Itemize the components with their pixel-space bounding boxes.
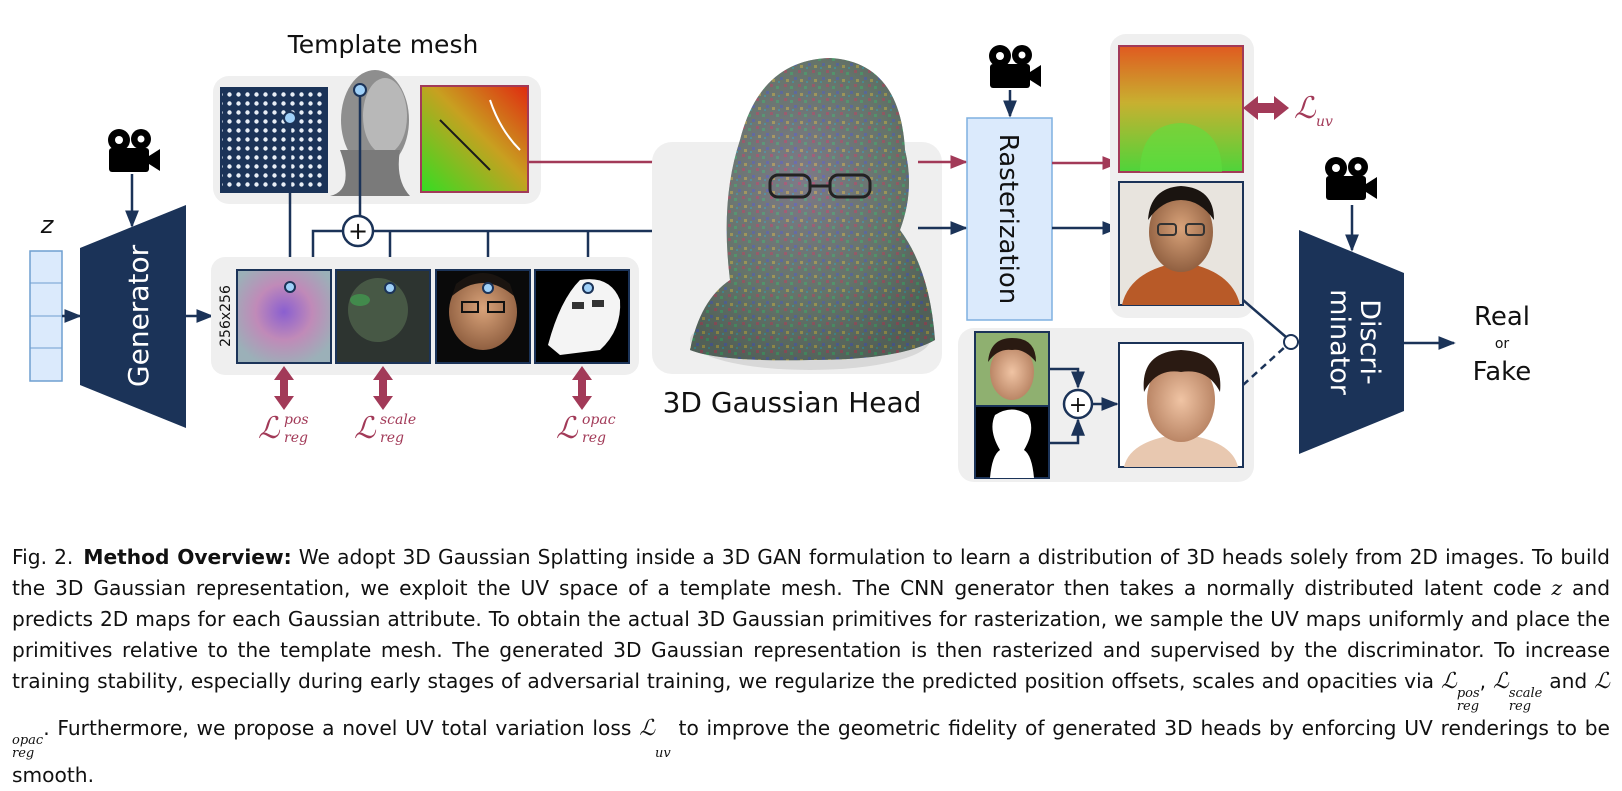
generator-label: Generator bbox=[122, 244, 155, 388]
opacity-sample-point bbox=[583, 283, 593, 293]
resolution-label: 256x256 bbox=[218, 285, 234, 347]
real-sum-node-symbol: + bbox=[1068, 393, 1088, 418]
latent-code-vector bbox=[30, 251, 62, 381]
caption-loss-opac: ℒ opac reg bbox=[12, 669, 1610, 761]
svg-text:ℒ: ℒ bbox=[556, 411, 578, 446]
rgb-rendering-image bbox=[1119, 182, 1243, 305]
camera-icon bbox=[108, 129, 160, 172]
pos-reg-loss-label bbox=[258, 411, 309, 446]
uv-coordinate-map-image bbox=[421, 86, 528, 192]
gaussian-head-label: 3D Gaussian Head bbox=[662, 386, 922, 419]
opac-reg-loss-label bbox=[556, 411, 616, 446]
svg-text:uv: uv bbox=[1316, 114, 1333, 130]
output-fake-label: Fake bbox=[1472, 357, 1532, 387]
scale-map-image bbox=[336, 270, 430, 363]
svg-text:ℒ: ℒ bbox=[354, 411, 376, 446]
discriminator-label-line1: Discri- bbox=[1354, 299, 1385, 385]
caption-text-part3: . Furthermore, we propose a novel UV total variation loss bbox=[43, 716, 632, 740]
real-face-mask-thumbnail bbox=[975, 406, 1049, 478]
raster-camera-icon bbox=[989, 45, 1041, 88]
color-map-image bbox=[436, 270, 530, 363]
svg-text:reg: reg bbox=[380, 430, 404, 446]
caption-and: and bbox=[1549, 669, 1588, 693]
output-or-label: or bbox=[1494, 336, 1510, 352]
position-sample-point bbox=[285, 282, 295, 292]
caption-heading: Method Overview: bbox=[83, 545, 292, 569]
caption-text-part1: We adopt 3D Gaussian Splatting inside a 3D GAN formulation to learn a distribution of 3D heads solely from 2D images. To build the 3D Gaussian representation, we exploit the UV space of a template mesh. The CNN generator then takes a normally distributed latent code bbox=[12, 545, 1610, 600]
svg-text:pos: pos bbox=[284, 412, 309, 428]
masked-real-image bbox=[1119, 343, 1243, 467]
rgb-to-switch-line bbox=[1243, 300, 1286, 337]
svg-text:reg: reg bbox=[284, 430, 308, 446]
svg-text:reg: reg bbox=[582, 430, 606, 446]
uv-rendering-image bbox=[1119, 46, 1243, 172]
figure-caption bbox=[12, 542, 1610, 791]
caption-label: Fig. 2. bbox=[12, 545, 74, 569]
grid-sample-point bbox=[284, 112, 296, 124]
svg-text:scale: scale bbox=[380, 412, 417, 428]
switch-node bbox=[1284, 335, 1298, 349]
uv-sampling-grid-image bbox=[221, 88, 327, 192]
discriminator-label-line2: minator bbox=[1324, 289, 1355, 395]
caption-comma: , bbox=[1479, 669, 1487, 693]
svg-text:ℒ: ℒ bbox=[258, 411, 280, 446]
caption-loss-uv: ℒ uv bbox=[639, 716, 671, 761]
discriminator-camera-icon bbox=[1325, 157, 1377, 200]
position-map-image bbox=[237, 270, 331, 363]
caption-loss-pos: ℒ pos reg bbox=[1440, 669, 1480, 714]
output-real-label: Real bbox=[1473, 302, 1531, 332]
mesh-sample-point bbox=[354, 84, 366, 96]
svg-text:ℒ: ℒ bbox=[1294, 91, 1316, 126]
uv-loss-label bbox=[1294, 91, 1333, 130]
caption-text-part4: to improve the geometric fidelity of generated 3D heads by enforcing UV renderings to be smooth. bbox=[12, 716, 1610, 787]
real-face-thumbnail bbox=[975, 332, 1049, 406]
caption-latent-z: z bbox=[1551, 576, 1563, 600]
opacity-map-image bbox=[535, 270, 629, 363]
color-sample-point bbox=[483, 283, 493, 293]
scale-reg-loss-label bbox=[354, 411, 416, 446]
rasterization-label: Rasterization bbox=[993, 133, 1023, 305]
sum-node-symbol: + bbox=[347, 217, 369, 245]
scale-sample-point bbox=[385, 283, 395, 293]
latent-z-label: z bbox=[40, 211, 54, 239]
svg-text:opac: opac bbox=[582, 412, 616, 428]
template-mesh-label: Template mesh bbox=[287, 30, 479, 59]
caption-text-part2: and predicts 2D maps for each Gaussian attribute. To obtain the actual 3D Gaussian primitives for rasterization, we sample the UV maps uniformly and place the primitives relative to the template mesh. The generated 3D Gaussian representation is then rasterized and supervised by the discriminator. To increase training stability, especially during early stages of adversarial training, we regularize the predicted position offsets, scales and opacities via bbox=[12, 576, 1611, 693]
caption-loss-scale: ℒ scale reg bbox=[1492, 669, 1543, 714]
